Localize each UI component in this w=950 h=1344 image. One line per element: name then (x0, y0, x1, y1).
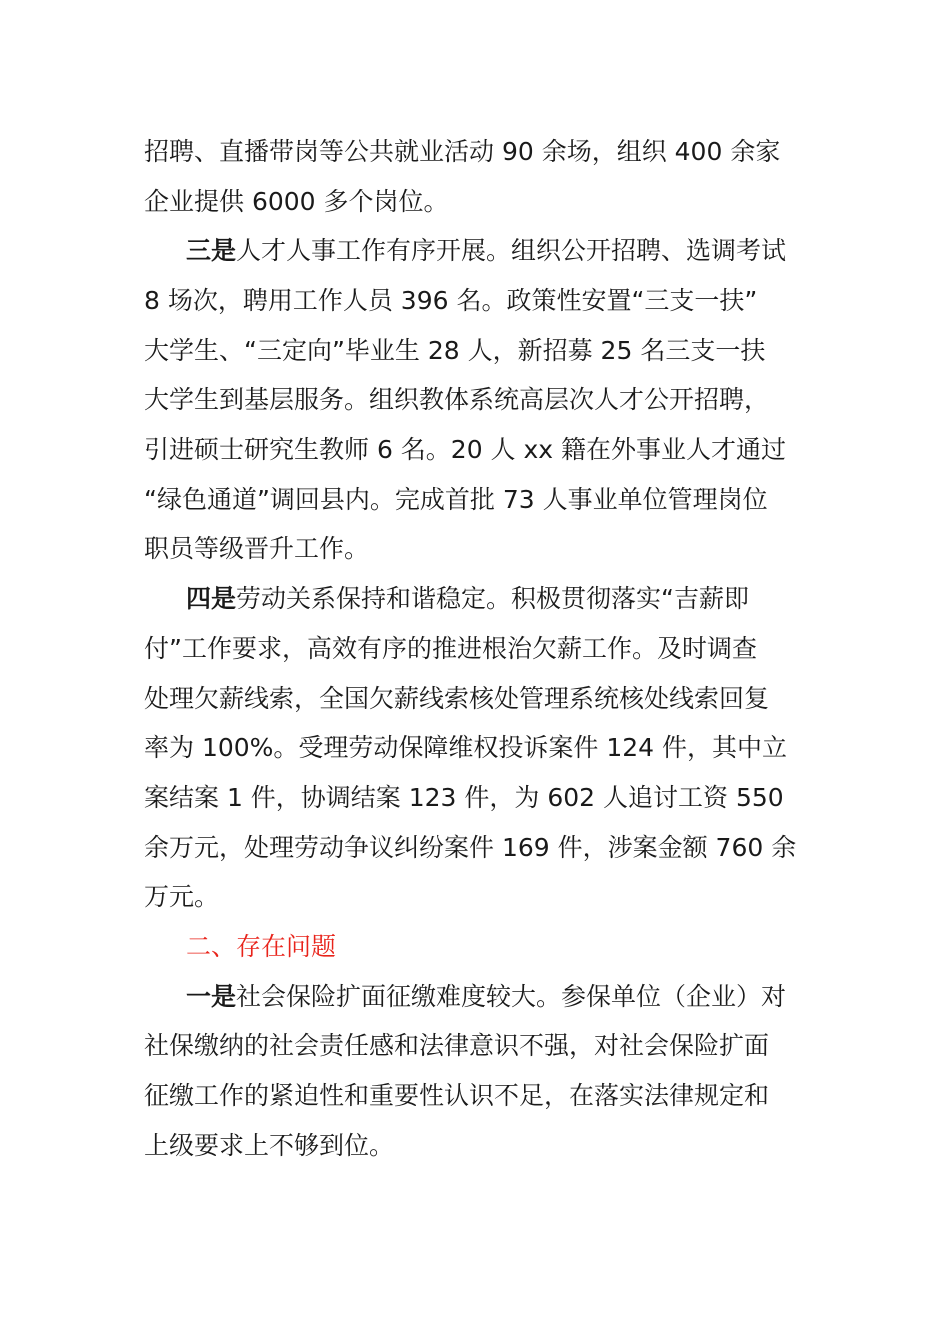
text-line: 万元。 (144, 882, 220, 911)
text-line: 大学生、“三定向”毕业生 28 人，新招募 25 名三支一扶 (144, 336, 766, 365)
text-line: 处理欠薪线索，全国欠薪线索核处管理系统核处线索回复 (144, 684, 770, 713)
text-line: 余万元，处理劳动争议纠纷案件 169 件，涉案金额 760 余 (144, 833, 797, 862)
text-line: 率为 100%。受理劳动保障维权投诉案件 124 件，其中立 (144, 733, 788, 762)
text-line: 征缴工作的紧迫性和重要性认识不足，在落实法律规定和 (144, 1081, 770, 1110)
text-line: 案结案 1 件，协调结案 123 件，为 602 人追讨工资 550 (144, 783, 784, 812)
text-line: 社保缴纳的社会责任感和法律意识不强，对社会保险扩面 (144, 1031, 770, 1060)
paragraph-lead-line (186, 574, 866, 624)
text-line: 企业提供 6000 多个岗位。 (144, 187, 449, 216)
text-line: 付”工作要求，高效有序的推进根治欠薪工作。及时调查 (144, 634, 757, 663)
section-heading: 二、存在问题 (186, 932, 337, 961)
text-line: 大学生到基层服务。组织教体系统高层次人才公开招聘， (144, 385, 770, 414)
text-span: 社会保险扩面征缴难度较大。参保单位（企业）对 (236, 982, 787, 1011)
text-line: “绿色通道”调回县内。完成首批 73 人事业单位管理岗位 (144, 485, 768, 514)
paragraph-lead: 四是 (186, 584, 237, 613)
text-line: 上级要求上不够到位。 (144, 1131, 395, 1160)
paragraph-lead: 一是 (186, 982, 237, 1011)
text-line: 招聘、直播带岗等公共就业活动 90 余场，组织 400 余家 (144, 137, 781, 166)
paragraph-lead: 三是 (186, 236, 237, 265)
text-span: 人才人事工作有序开展。组织公开招聘、选调考试 (236, 236, 787, 265)
text-line: 引进硕士研究生教师 6 名。20 人 xx 籍在外事业人才通过 (144, 435, 787, 464)
paragraph-lead-line (186, 972, 866, 1022)
text-line: 职员等级晋升工作。 (144, 534, 370, 563)
paragraph-lead-line (186, 226, 866, 276)
text-line: 8 场次，聘用工作人员 396 名。政策性安置“三支一扶” (144, 286, 758, 315)
text-span: 劳动关系保持和谐稳定。积极贯彻落实“吉薪即 (236, 584, 749, 613)
